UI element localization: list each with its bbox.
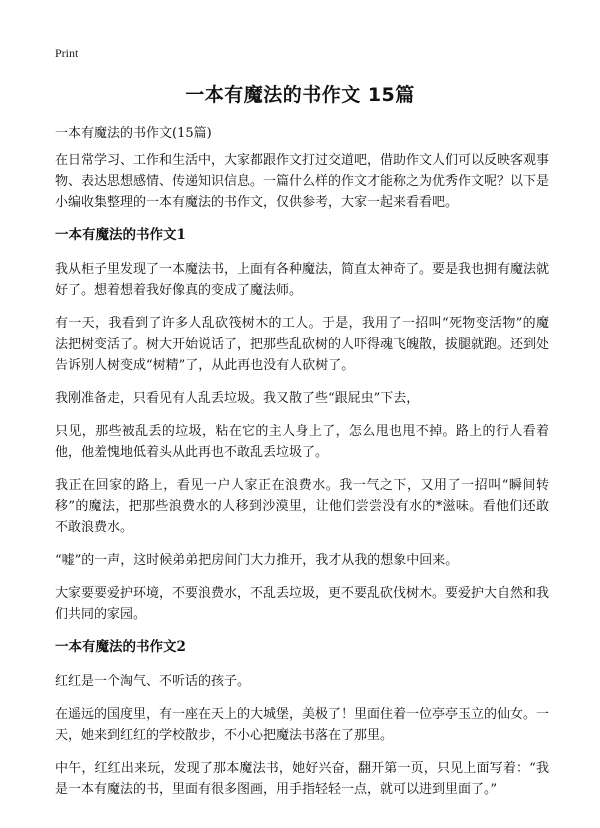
paragraph: 我正在回家的路上，看见一户人家正在浪费水。我一气之下，又用了一招叫“瞬间转移”的魔法，把那些浪费水的人移到沙漠里，让他们尝尝没有水的*滋味。看他们还敢不敢浪费水。 (55, 478, 549, 535)
paragraph: 在遥远的国度里，有一座在天上的大城堡，美极了！里面住着一位亭亭玉立的仙女。一天，她来到红红的学校散步，不小心把魔法书落在了那里。 (55, 707, 550, 743)
section-heading-2: 一本有魔法的书作文2 (55, 639, 186, 655)
paragraph: 我从柜子里发现了一本魔法书，上面有各种魔法，简直太神奇了。要是我也拥有魔法就好了。想着想着我好像真的变成了魔法师。 (55, 262, 550, 298)
paragraph: 我刚准备走，只看见有人乱丢垃圾。我又散了些“跟屁虫”下去， (55, 391, 420, 406)
paragraph: 有一天，我看到了许多人乱砍筏树木的工人。于是，我用了一招叫“死物变活物”的魔法把树变活了。树大开始说话了，把那些乱砍树的人吓得魂飞魄散，拔腿就跑。还到处告诉别人树变成“树精”了，从此再也没有人砍树了。 (55, 316, 550, 373)
section-heading-1: 一本有魔法的书作文1 (55, 227, 186, 243)
intro-paragraph: 在日常学习、工作和生活中，大家都跟作文打过交道吧，借助作文人们可以反映客观事物、表达思想感情、传递知识信息。一篇什么样的作文才能称之为优秀作文呢？以下是小编收集整理的一本有魔法的书作文，仅供参考，大家一起来看看吧。 (55, 153, 550, 210)
document-subtitle: 一本有魔法的书作文(15篇) (55, 126, 212, 141)
paragraph: 大家要要爱护环境，不要浪费水，不乱丢垃圾，更不要乱砍伐树木。要爱护大自然和我们共同的家园。 (55, 586, 550, 622)
print-link[interactable]: Print (55, 46, 79, 60)
paragraph: 只见，那些被乱丢的垃圾，粘在它的主人身上了，怎么甩也甩不掉。路上的行人看着他，他羞愧地低着头从此再也不敢乱丢垃圾了。 (55, 424, 549, 460)
paragraph: “嘘”的一声，这时候弟弟把房间门大力推开，我才从我的想象中回来。 (55, 553, 459, 568)
article-body (55, 150, 549, 812)
paragraph: 红红是一个淘气、不听话的孩子。 (55, 674, 251, 689)
page-title: 一本有魔法的书作文 15篇 (185, 84, 415, 106)
paragraph: 中午，红红出来玩，发现了那本魔法书，她好兴奋，翻开第一页，只见上面写着：“我是一本有魔法的书，里面有很多图画，用手指轻轻一点，就可以进到里面了。” (55, 761, 549, 797)
